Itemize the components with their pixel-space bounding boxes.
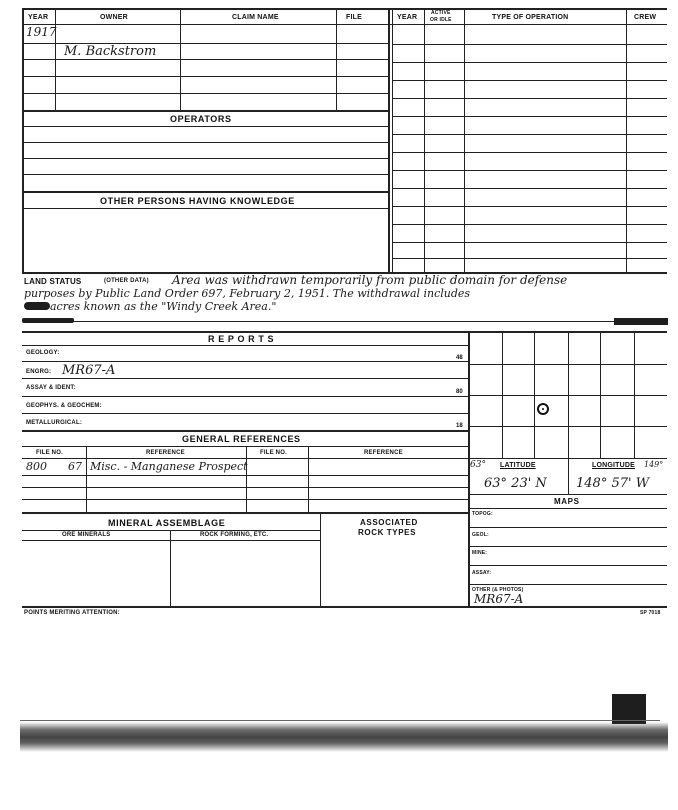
scan-noise-line bbox=[20, 720, 660, 721]
operation-row-line bbox=[392, 44, 667, 45]
other-persons-row-line bbox=[22, 208, 388, 209]
ink-smudge bbox=[24, 302, 50, 310]
maps-mine-label: MINE: bbox=[472, 550, 488, 556]
maps-other-value: MR67-A bbox=[474, 592, 524, 606]
rock-forming-header: ROCK FORMING, ETC. bbox=[200, 532, 269, 538]
land-status-sub: (OTHER DATA) bbox=[104, 278, 149, 284]
land-status-line-3: acres known as the "Windy Creek Area." bbox=[50, 300, 277, 313]
maps-other-label: OTHER (& PHOTOS) bbox=[472, 587, 524, 593]
operation-row-line bbox=[392, 80, 667, 81]
operation-row-line bbox=[392, 206, 667, 207]
reports-number-18: 18 bbox=[456, 423, 463, 429]
ref-reference-header: REFERENCE bbox=[146, 450, 185, 456]
form-number: SP 7018 bbox=[640, 610, 661, 616]
engrg-label: ENGRG: bbox=[26, 369, 52, 375]
ref-reference-text: Misc. - Manganese Prospect bbox=[90, 460, 248, 473]
reports-top-border bbox=[22, 331, 667, 333]
ref-file-no-header-2: FILE NO. bbox=[260, 450, 287, 456]
general-references-heading: GENERAL REFERENCES bbox=[182, 434, 301, 444]
metallurgical-label: METALLURGICAL: bbox=[26, 420, 83, 426]
reports-number-48: 48 bbox=[456, 355, 463, 361]
map-grid-line bbox=[468, 426, 667, 427]
maps-heading: MAPS bbox=[554, 497, 580, 506]
header-claim-name: CLAIM NAME bbox=[232, 14, 279, 21]
handwritten-year: 1917 bbox=[26, 25, 57, 39]
maps-topog-label: TOPOG: bbox=[472, 511, 493, 517]
land-status-line-1: Area was withdrawn temporarily from public domain for defense bbox=[172, 273, 568, 287]
longitude-suffix: 149° bbox=[644, 460, 664, 469]
maps-row-line bbox=[468, 546, 667, 547]
ref-reference-header-2: REFERENCE bbox=[364, 450, 403, 456]
operation-row-line bbox=[392, 134, 667, 135]
owner-row-line bbox=[22, 76, 388, 77]
operation-row-line bbox=[392, 242, 667, 243]
punch-mark-left bbox=[22, 318, 74, 323]
map-grid-line bbox=[468, 395, 667, 396]
header-year: YEAR bbox=[28, 14, 49, 21]
maps-row-line bbox=[468, 565, 667, 566]
owner-row-line bbox=[22, 93, 388, 94]
middle-double-line-a bbox=[388, 8, 390, 273]
maps-top-line bbox=[468, 494, 667, 495]
ore-minerals-header: ORE MINERALS bbox=[62, 532, 111, 538]
location-marker-icon bbox=[537, 403, 549, 415]
reports-bottom-border bbox=[22, 430, 468, 432]
header-owner: OWNER bbox=[100, 14, 128, 21]
longitude-value: 148° 57' W bbox=[576, 476, 650, 491]
active-column-line bbox=[464, 8, 465, 273]
references-column-line bbox=[246, 446, 247, 512]
operation-row-line bbox=[392, 188, 667, 189]
land-status-line-2: purposes by Public Land Order 697, February 2, 1951. The withdrawal includes bbox=[24, 287, 471, 300]
maps-row-line bbox=[468, 527, 667, 528]
operators-row-line bbox=[22, 126, 388, 127]
reports-number-80: 80 bbox=[456, 389, 463, 395]
geophys-label: GEOPHYS. & GEOCHEM: bbox=[26, 403, 102, 409]
land-status-bottom-line bbox=[72, 321, 614, 322]
references-header-line bbox=[22, 446, 468, 447]
form-bottom-border bbox=[22, 606, 667, 608]
maps-geol-label: GEOL: bbox=[472, 532, 489, 538]
engrg-value: MR67-A bbox=[62, 363, 116, 378]
operators-row-line bbox=[22, 158, 388, 159]
header-active: ACTIVE bbox=[431, 10, 451, 16]
operators-row-line bbox=[22, 142, 388, 143]
latitude-value: 63° 23' N bbox=[484, 476, 547, 491]
mineral-header-line bbox=[22, 530, 320, 531]
header-crew: CREW bbox=[634, 14, 657, 21]
operation-row-line bbox=[392, 224, 667, 225]
land-status-label: LAND STATUS bbox=[24, 277, 82, 286]
references-row-line bbox=[22, 475, 468, 476]
mineral-column-line bbox=[170, 530, 171, 606]
handwritten-owner: M. Backstrom bbox=[64, 44, 157, 59]
references-header-underline bbox=[22, 458, 468, 459]
left-border bbox=[22, 8, 24, 273]
operators-row-line bbox=[22, 174, 388, 175]
middle-double-line-b bbox=[392, 8, 393, 273]
references-column-line bbox=[86, 446, 87, 512]
header-or-idle: OR IDLE bbox=[430, 17, 452, 23]
year2-column-line bbox=[424, 8, 425, 273]
latitude-prefix: 63° bbox=[470, 460, 486, 470]
operation-row-line bbox=[392, 98, 667, 99]
header-underline bbox=[22, 24, 667, 25]
reports-heading: R E P O R T S bbox=[208, 334, 275, 344]
rock-types-heading: ROCK TYPES bbox=[358, 528, 417, 537]
maps-row-line bbox=[468, 584, 667, 585]
header-type-of-operation: TYPE OF OPERATION bbox=[492, 14, 569, 21]
owner-section-bottom bbox=[22, 110, 388, 112]
reports-row-line bbox=[22, 345, 468, 346]
punch-mark-right bbox=[614, 318, 668, 325]
mineral-assemblage-heading: MINERAL ASSEMBLAGE bbox=[108, 518, 226, 528]
operators-section-bottom bbox=[22, 191, 388, 193]
ref-file-no-header: FILE NO. bbox=[36, 450, 63, 456]
operation-row-line bbox=[392, 258, 667, 259]
reports-row-line bbox=[22, 361, 468, 362]
maps-assay-label: ASSAY: bbox=[472, 570, 492, 576]
longitude-label: LONGITUDE bbox=[592, 462, 636, 469]
reports-row-line bbox=[22, 378, 468, 379]
ref-file-number: 800 bbox=[26, 460, 47, 473]
other-persons-heading: OTHER PERSONS HAVING KNOWLEDGE bbox=[100, 196, 295, 206]
header-file: FILE bbox=[346, 14, 362, 21]
operation-row-line bbox=[392, 62, 667, 63]
header-year-2: YEAR bbox=[397, 14, 418, 21]
ref-number: 67 bbox=[68, 460, 82, 473]
crew-column-line bbox=[626, 8, 627, 273]
assay-ident-label: ASSAY & IDENT: bbox=[26, 385, 76, 391]
reports-row-line bbox=[22, 413, 468, 414]
reports-row-line bbox=[22, 396, 468, 397]
references-bottom-border bbox=[22, 512, 468, 514]
operation-row-line bbox=[392, 170, 667, 171]
lat-lon-divider bbox=[568, 458, 569, 494]
latitude-label: LATITUDE bbox=[500, 462, 536, 469]
top-border bbox=[22, 8, 667, 10]
references-column-line bbox=[308, 446, 309, 512]
geology-label: GEOLOGY: bbox=[26, 350, 60, 356]
operation-row-line bbox=[392, 116, 667, 117]
references-row-line bbox=[22, 499, 468, 500]
operators-heading: OPERATORS bbox=[170, 114, 232, 124]
map-grid-line bbox=[468, 364, 667, 365]
operation-row-line bbox=[392, 152, 667, 153]
owner-row-line bbox=[22, 59, 388, 60]
associated-rock-column-line bbox=[320, 512, 321, 606]
associated-heading: ASSOCIATED bbox=[360, 518, 418, 527]
scan-noise-band bbox=[20, 722, 668, 752]
mineral-header-underline bbox=[22, 540, 320, 541]
points-meriting-attention-label: POINTS MERITING ATTENTION: bbox=[24, 610, 120, 616]
maps-row-line bbox=[468, 508, 667, 509]
references-row-line bbox=[22, 487, 468, 488]
